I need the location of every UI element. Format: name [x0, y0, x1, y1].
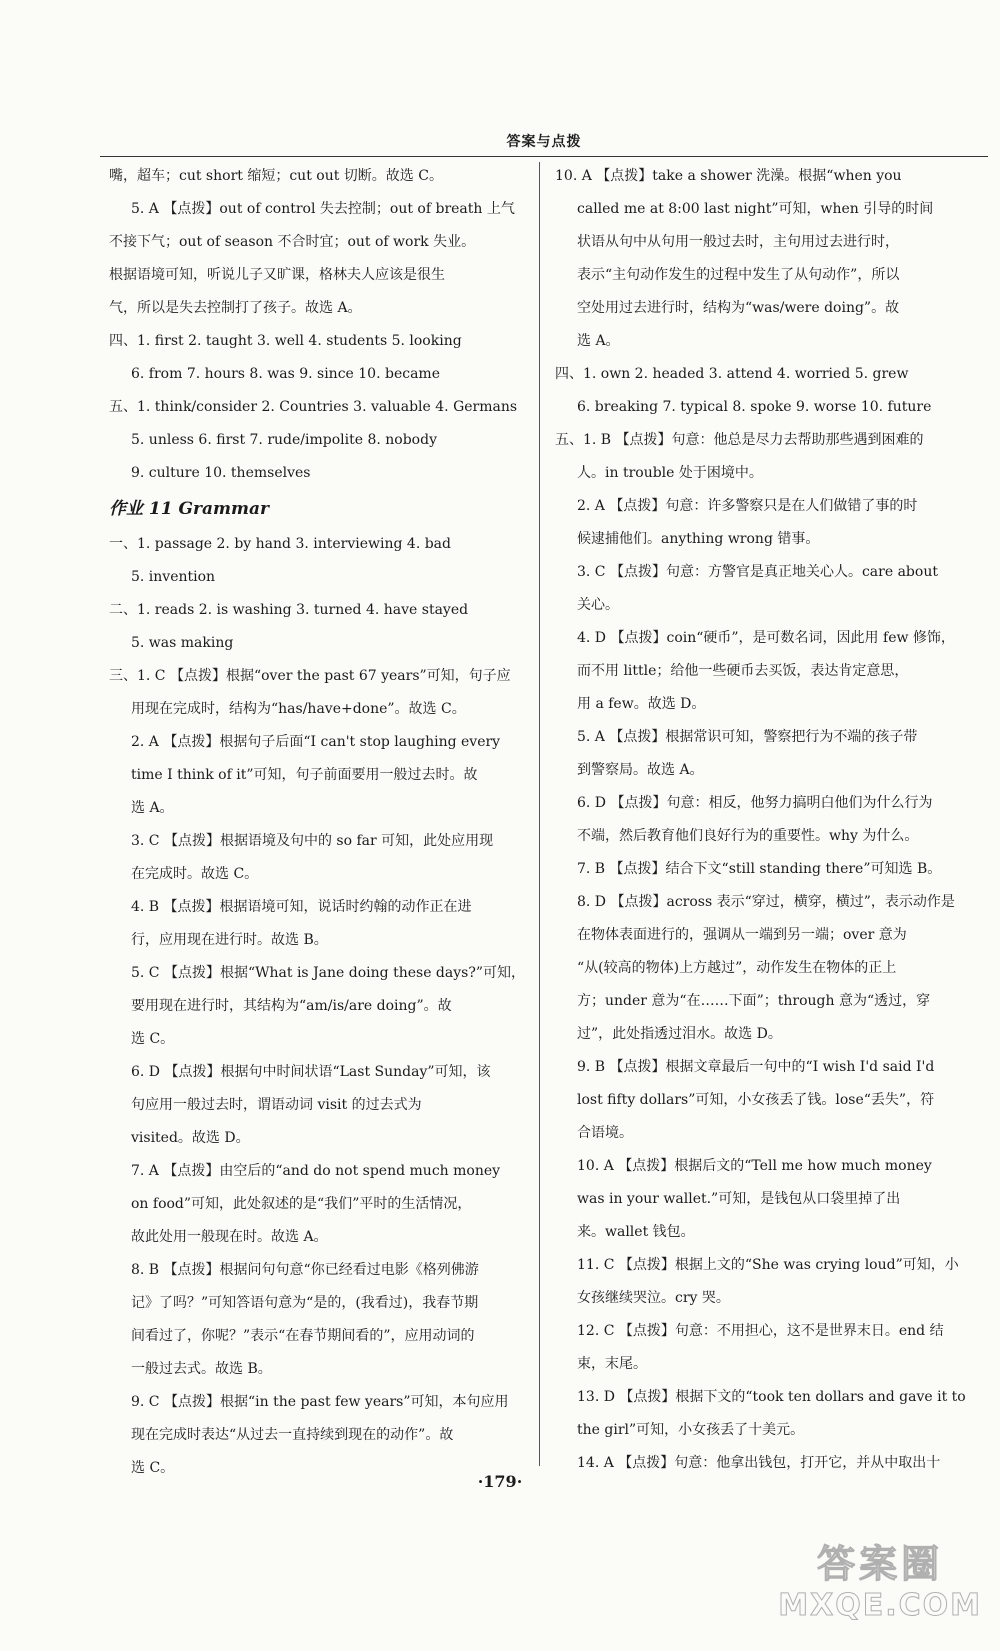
text-line: 3. C 【点拨】根据语境及句中的 so far 可知，此处应用现	[131, 833, 494, 849]
text-line: 在完成时。故选 C。	[131, 866, 259, 882]
text-line: 9. culture 10. themselves	[131, 465, 311, 481]
text-line: 一、1. passage 2. by hand 3. interviewing 4. bad	[109, 536, 451, 552]
text-line: 空处用过去进行时，结构为“was/were doing”。故	[577, 300, 900, 316]
text-line: 故此处用一般现在时。故选 A。	[131, 1229, 328, 1245]
text-line: the girl”可知，小女孩丢了十美元。	[577, 1422, 805, 1438]
text-line: 用现在完成时，结构为“has/have+done”。故选 C。	[131, 701, 466, 717]
text-line: 5. C 【点拨】根据“What is Jane doing these days?”可知，	[131, 965, 525, 981]
text-line: 8. D 【点拨】across 表示“穿过，横穿，横过”，表示动作是	[577, 894, 955, 910]
text-line: 5. A 【点拨】out of control 失去控制；out of breath 上气	[131, 201, 515, 217]
text-line: 5. was making	[131, 635, 234, 651]
text-line: 五、1. think/consider 2. Countries 3. valuable 4. Germans	[109, 399, 518, 415]
text-line: 合语境。	[577, 1125, 633, 1141]
text-line: 到警察局。故选 A。	[577, 762, 704, 778]
text-line: 6. D 【点拨】根据句中时间状语“Last Sunday”可知，该	[131, 1064, 491, 1080]
text-line: 三、1. C 【点拨】根据“over the past 67 years”可知，句子应	[109, 668, 511, 684]
text-line: 10. A 【点拨】take a shower 洗澡。根据“when you	[555, 168, 902, 184]
text-line: 而不用 little；给他一些硬币去买饭，表达肯定意思，	[577, 663, 909, 679]
right-column	[555, 160, 977, 1480]
text-line: 关心。	[577, 597, 619, 613]
text-line: 13. D 【点拨】根据下文的“took ten dollars and gave it to	[577, 1389, 966, 1405]
text-line: 女孩继续哭泣。cry 哭。	[577, 1290, 730, 1306]
text-line: 在物体表面进行的，强调从一端到另一端；over 意为	[577, 927, 907, 943]
text-line: 一般过去式。故选 B。	[131, 1361, 272, 1377]
text-line: 6. D 【点拨】句意：相反，他努力搞明白他们为什么行为	[577, 795, 933, 811]
left-column	[109, 160, 530, 1485]
text-line: 状语从句中从句用一般过去时，主句用过去进行时，	[577, 234, 899, 250]
text-line: called me at 8:00 last night”可知，when 引导的时间	[577, 201, 934, 217]
text-line: 5. invention	[131, 569, 216, 585]
text-line: 6. from 7. hours 8. was 9. since 10. became	[131, 366, 440, 382]
text-line: 间看过了，你呢？”表示“在春节期间看的”，应用动词的	[131, 1328, 475, 1344]
text-line: 行，应用现在进行时。故选 B。	[131, 932, 328, 948]
text-line: 要用现在进行时，其结构为“am/is/are doing”。故	[131, 998, 452, 1014]
text-line: 二、1. reads 2. is washing 3. turned 4. have stayed	[109, 602, 469, 618]
text-line: 5. A 【点拨】根据常识可知，警察把行为不端的孩子带	[577, 729, 918, 745]
page-number: ·179·	[477, 1472, 523, 1491]
text-line: 来。wallet 钱包。	[577, 1224, 695, 1240]
text-line: “从(较高的物体)上方越过”，动作发生在物体的正上	[577, 960, 897, 976]
text-line: 根据语境可知，听说儿子又旷课，格林夫人应该是很生	[109, 267, 445, 283]
section-title: 作业 11 Grammar	[109, 499, 269, 519]
text-line: 束，末尾。	[577, 1356, 647, 1372]
text-line: 选 C。	[131, 1460, 175, 1476]
text-line: 11. C 【点拨】根据上文的“She was crying loud”可知，小	[577, 1257, 959, 1273]
text-line: 过”，此处指透过泪水。故选 D。	[577, 1026, 782, 1042]
text-line: 8. B 【点拨】根据问句句意“你已经看过电影《格列佛游	[131, 1262, 479, 1278]
text-line: 选 A。	[131, 800, 174, 816]
text-line: 人。in trouble 处于困境中。	[577, 465, 763, 481]
watermark-bottom: MXQE.COM	[778, 1588, 982, 1623]
text-line: 不接下气；out of season 不合时宜；out of work 失业。	[109, 234, 476, 250]
page-header	[100, 130, 988, 157]
text-line: 2. A 【点拨】根据句子后面“I can't stop laughing every	[131, 734, 501, 750]
watermark-logo	[778, 1533, 982, 1623]
text-line: 12. C 【点拨】句意：不用担心，这不是世界末日。end 结	[577, 1323, 944, 1339]
text-line: 句应用一般过去时，谓语动词 visit 的过去式为	[131, 1097, 422, 1113]
text-line: was in your wallet.”可知，是钱包从口袋里掉了出	[577, 1191, 901, 1207]
text-line: 7. A 【点拨】由空后的“and do not spend much money	[131, 1163, 501, 1179]
text-line: 现在完成时表达“从过去一直持续到现在的动作”。故	[131, 1427, 454, 1443]
text-line: 4. D 【点拨】coin“硬币”，是可数名词，因此用 few 修饰，	[577, 630, 955, 646]
text-line: 用 a few。故选 D。	[577, 696, 706, 712]
text-line: 记》了吗？”可知答语句意为“是的，(我看过)，我春节期	[131, 1295, 479, 1311]
text-line: 四、1. own 2. headed 3. attend 4. worried 5. grew	[555, 366, 909, 382]
text-line: 9. B 【点拨】根据文章最后一句中的“I wish I'd said I'd	[577, 1059, 935, 1075]
text-line: 选 C。	[131, 1031, 175, 1047]
text-line: 嘴，超车；cut short 缩短；cut out 切断。故选 C。	[109, 168, 443, 184]
text-line: 4. B 【点拨】根据语境可知，说话时约翰的动作正在进	[131, 899, 472, 915]
text-line: 6. breaking 7. typical 8. spoke 9. worse 10. future	[577, 399, 932, 415]
text-line: 方；under 意为“在……下面”；through 意为“透过，穿	[577, 993, 931, 1009]
text-line: 不端，然后教育他们良好行为的重要性。why 为什么。	[577, 828, 919, 844]
text-line: lost fifty dollars”可知，小女孩丢了钱。lose“丢失”，符	[577, 1092, 935, 1108]
text-line: 选 A。	[577, 333, 620, 349]
header-title: 答案与点拨	[506, 134, 582, 150]
text-line: time I think of it”可知，句子前面要用一般过去时。故	[131, 767, 478, 783]
text-line: 3. C 【点拨】句意：方警官是真正地关心人。care about	[577, 564, 938, 580]
column-divider	[539, 162, 540, 1466]
text-line: 7. B 【点拨】结合下文“still standing there”可知选 B。	[577, 861, 942, 877]
text-line: 气，所以是失去控制打了孩子。故选 A。	[109, 300, 362, 316]
text-line: 10. A 【点拨】根据后文的“Tell me how much money	[577, 1158, 932, 1174]
text-line: 14. A 【点拨】句意：他拿出钱包，打开它，并从中取出十	[577, 1455, 941, 1471]
text-line: 表示“主句动作发生的过程中发生了从句动作”，所以	[577, 267, 900, 283]
text-line: 候逮捕他们。anything wrong 错事。	[577, 531, 820, 547]
text-line: on food”可知，此处叙述的是“我们”平时的生活情况，	[131, 1196, 472, 1212]
text-line: visited。故选 D。	[131, 1130, 250, 1146]
text-line: 5. unless 6. first 7. rude/impolite 8. nobody	[131, 432, 437, 448]
watermark-top: 答案圈	[817, 1542, 944, 1586]
text-line: 9. C 【点拨】根据“in the past few years”可知，本句应用	[131, 1394, 509, 1410]
text-line: 五、1. B 【点拨】句意：他总是尽力去帮助那些遇到困难的	[555, 432, 924, 448]
text-line: 2. A 【点拨】句意：许多警察只是在人们做错了事的时	[577, 498, 918, 514]
text-line: 四、1. first 2. taught 3. well 4. students 5. looking	[109, 333, 462, 349]
